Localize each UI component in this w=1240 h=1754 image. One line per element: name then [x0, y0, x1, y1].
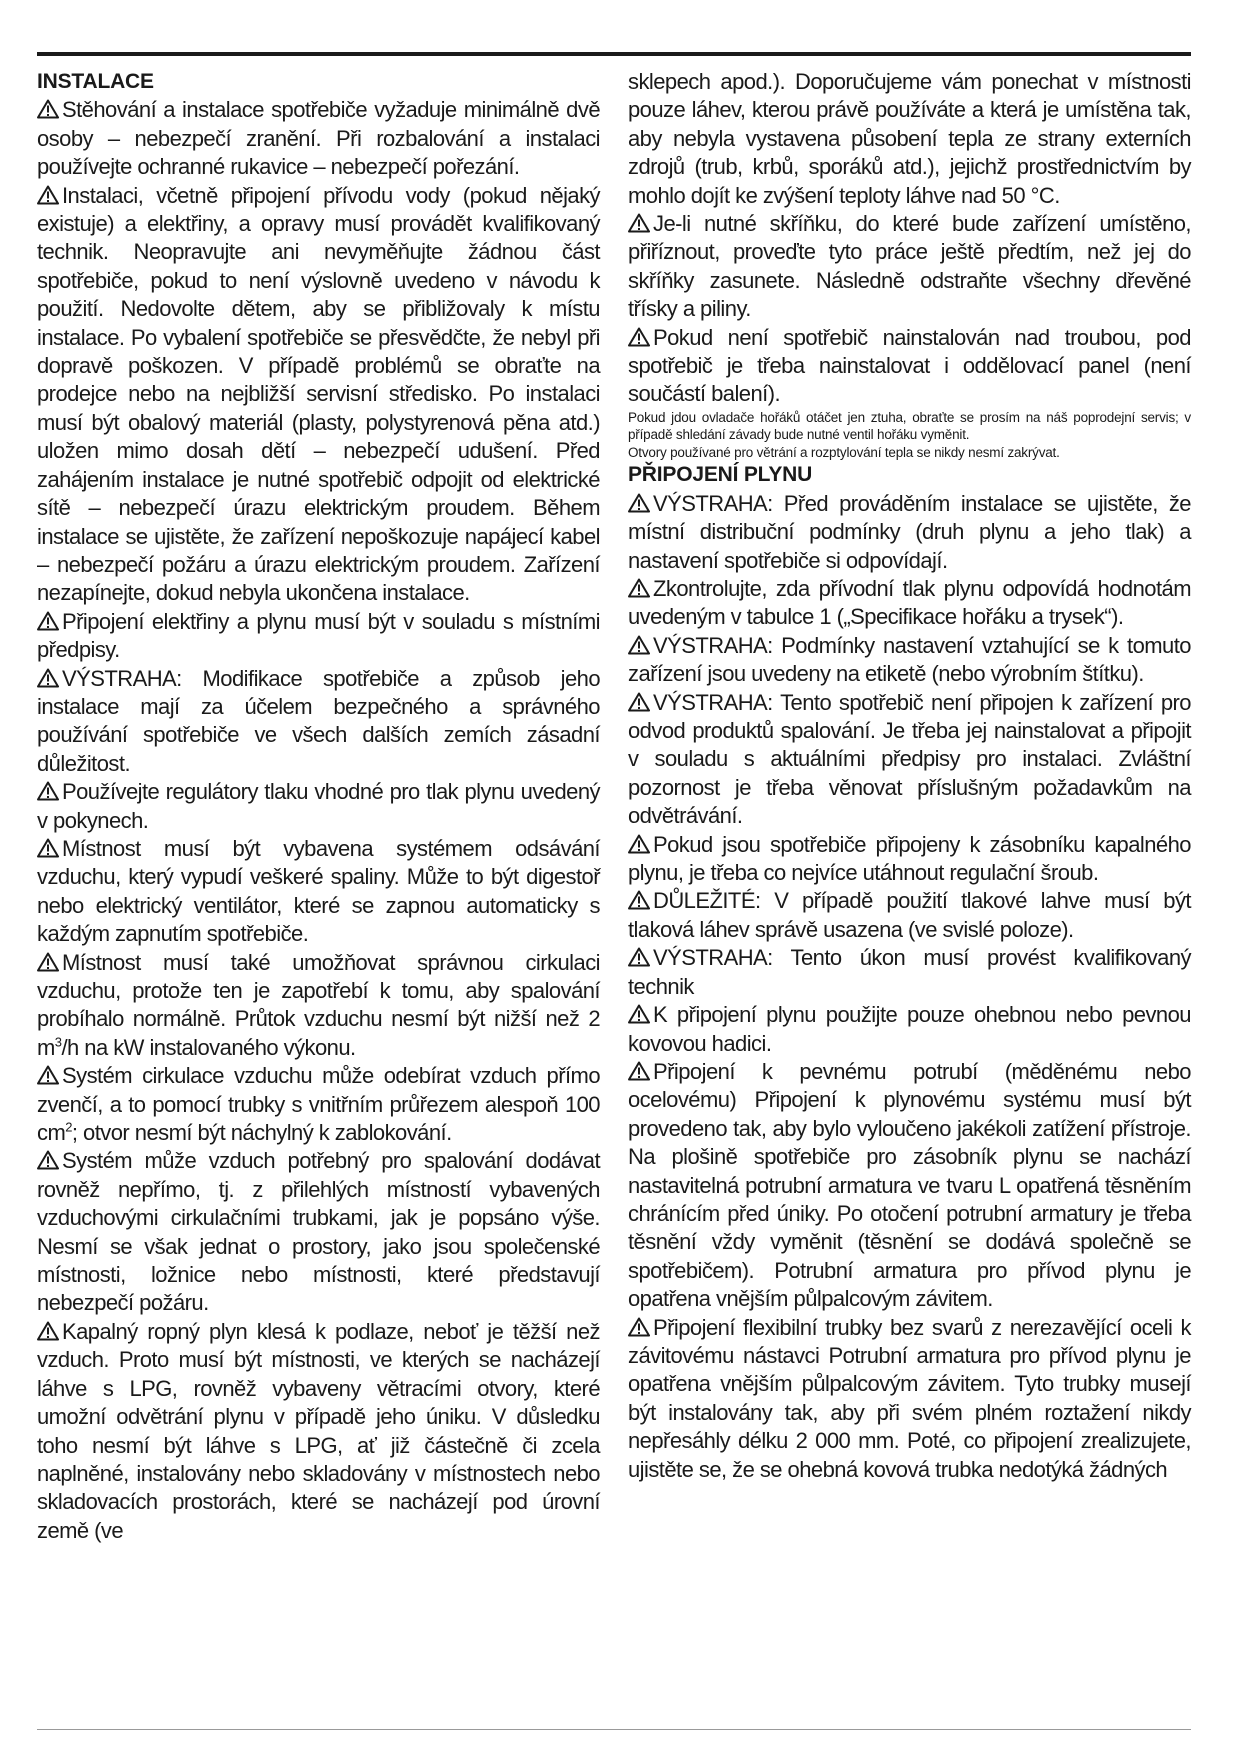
warning-triangle-icon: [628, 634, 650, 654]
warning-triangle-icon: [37, 1149, 59, 1169]
paragraph-text: Je-li nutné skříňku, do které bude zařízení umístěno, přiříznout, proveďte tyto práce ještě předtím, než jej do skříňky zasunete. Následně odstraňte všechny dřevěné třísky a piliny.: [628, 211, 1191, 322]
warning-triangle-icon: [628, 691, 650, 711]
warning-triangle-icon: [37, 184, 59, 204]
warning-triangle-icon: [628, 1060, 650, 1080]
warning-triangle-icon: [37, 667, 59, 687]
paragraph-text: Otvory používané pro větrání a rozptylování tepla se nikdy nesmí zakrývat.: [628, 444, 1060, 460]
warning-triangle-icon: [628, 212, 650, 232]
warning-paragraph: [628, 1058, 1191, 1314]
paragraph-text: Místnost musí také umožňovat správnou cirkulaci vzduchu, protože ten je zapotřebí k tomu, aby spalování probíhalo normálně. Průtok vzduchu nesmí být nižší než 2 m: [37, 949, 600, 1060]
warning-paragraph: [37, 608, 600, 665]
paragraph-text: DŮLEŽITÉ: V případě použití tlakové lahve musí být tlaková láhev správě usazena (ve svislé poloze).: [628, 888, 1191, 942]
warning-paragraph: [37, 1318, 600, 1545]
paragraph-text: Instalaci, včetně připojení přívodu vody (pokud nějaký existuje) a elektřiny, a opravy musí provádět kvalifikovaný technik. Neopravujte ani nevyměňujte žádnou část spotřebiče, pokud to není výslovně uvedeno v návodu k použití. Nedovolte dětem, aby se přibližovaly k místu instalace. Po vybalení spotřebiče se přesvědčte, že nebyl při dopravě poškozen. V případě problémů se obraťte na prodejce nebo na nejbližší servisní středisko. Po instalaci musí být obalový materiál (plasty, polystyrenová pěna atd.) uložen mimo dosah dětí – nebezpečí udušení. Před zahájením instalace je nutné spotřebič odpojit od elektrické sítě – nebezpečí úrazu elektrickým proudem. Během instalace se ujistěte, že zařízení nepoškozuje napájecí kabel – nebezpečí požáru a úrazu elektrickým proudem. Zařízení nezapínejte, dokud nebyla ukončena instalace.: [37, 182, 600, 606]
warning-triangle-icon: [628, 577, 650, 597]
paragraph-text: VÝSTRAHA: Před prováděním instalace se ujistěte, že místní distribuční podmínky (druh plynu a jeho tlak) a nastavení spotřebiče si odpovídají.: [628, 490, 1191, 573]
paragraph: [628, 68, 1191, 210]
section-heading: INSTALACE: [37, 70, 154, 93]
paragraph-text-continued: /h na kW instalovaného výkonu.: [61, 1034, 356, 1060]
paragraph-text: Připojení flexibilní trubky bez svarů z nerezavějící oceli k závitovému nástavci Potrubní armatura pro přívod plynu je opatřena vnějším půlpalcovým závitem. Tyto trubky musejí být instalovány tak, aby při svém plném roztažení nikdy nepřesáhly délku 2 000 mm. Poté, co připojení zrealizujete, ujistěte se, že se ohebná kovová trubka nedotýká žádných: [628, 1314, 1191, 1482]
warning-paragraph: [37, 1062, 600, 1147]
superscript: 2: [65, 1119, 72, 1135]
paragraph-text: Zkontrolujte, zda přívodní tlak plynu odpovídá hodnotám uvedeným v tabulce 1 („Specifikace hořáku a trysek“).: [628, 576, 1191, 630]
warning-paragraph: [628, 490, 1191, 575]
warning-paragraph: [628, 1001, 1191, 1058]
paragraph-text: VÝSTRAHA: Modifikace spotřebiče a způsob jeho instalace mají za účelem bezpečného a správného používání spotřebiče ve všech dalších zemích zásadní důležitost.: [37, 665, 600, 776]
paragraph-text: VÝSTRAHA: Tento spotřebič není připojen k zařízení pro odvod produktů spalování. Je třeba jej nainstalovat a připojit v souladu s aktuálními předpisy pro instalaci. Zvláštní pozornost je třeba věnovat příslušným požadavkům na odvětrávání.: [628, 689, 1191, 829]
warning-triangle-icon: [37, 1064, 59, 1084]
warning-paragraph: [628, 210, 1191, 324]
warning-paragraph: [37, 665, 600, 779]
warning-paragraph: [628, 689, 1191, 831]
paragraph-text: K připojení plynu použijte pouze ohebnou nebo pevnou kovovou hadici.: [628, 1002, 1191, 1056]
note-paragraph: [628, 409, 1191, 444]
warning-triangle-icon: [37, 1320, 59, 1340]
warning-paragraph: [628, 944, 1191, 1001]
warning-triangle-icon: [628, 492, 650, 512]
warning-triangle-icon: [37, 951, 59, 971]
paragraph-text: Pokud není spotřebič nainstalován nad troubou, pod spotřebič je třeba nainstalovat i oddělovací panel (není součástí balení).: [628, 324, 1191, 407]
warning-triangle-icon: [37, 780, 59, 800]
warning-paragraph: [37, 778, 600, 835]
warning-paragraph: [37, 1147, 600, 1317]
warning-triangle-icon: [37, 837, 59, 857]
left-column: [37, 68, 600, 1545]
paragraph-text-continued: ; otvor nesmí být náchylný k zablokování.: [71, 1120, 452, 1146]
paragraph-text: Místnost musí být vybavena systémem odsávání vzduchu, který vypudí veškeré spaliny. Může to být digestoř nebo elektrický ventilátor, které se zapnou automaticky s každým zapnutím spotřebiče.: [37, 835, 600, 947]
warning-paragraph: [37, 949, 600, 1063]
warning-triangle-icon: [628, 1316, 650, 1336]
header-rule: [37, 52, 1191, 56]
warning-triangle-icon: [628, 833, 650, 853]
warning-paragraph: [37, 182, 600, 608]
superscript: 3: [54, 1034, 62, 1050]
paragraph-text: sklepech apod.). Doporučujeme vám ponechat v místnosti pouze láhev, kterou právě používáte a která je umístěna tak, aby nebyla vystavena působení tepla ze strany externích zdrojů (trub, krbů, sporáků atd.), jejichž prostřednictvím by mohlo dojít ke zvýšení teploty láhve nad 50 °C.: [628, 69, 1191, 208]
warning-paragraph: [628, 324, 1191, 409]
warning-paragraph: [628, 1314, 1191, 1484]
paragraph-text: VÝSTRAHA: Podmínky nastavení vztahující se k tomuto zařízení jsou uvedeny na etiketě (nebo výrobním štítku).: [628, 632, 1191, 687]
warning-paragraph: [37, 96, 600, 181]
paragraph-text: Používejte regulátory tlaku vhodné pro tlak plynu uvedený v pokynech.: [37, 779, 600, 833]
paragraph-text: Pokud jsou spotřebiče připojeny k zásobníku kapalného plynu, je třeba co nejvíce utáhnout regulační šroub.: [628, 831, 1191, 886]
warning-triangle-icon: [37, 98, 59, 118]
warning-triangle-icon: [37, 610, 59, 630]
paragraph-text: Pokud jdou ovladače hořáků otáčet jen ztuha, obraťte se prosím na náš poprodejní servis; v případě shledání závady bude nutné ventil hořáku vyměnit.: [628, 409, 1191, 443]
warning-triangle-icon: [628, 946, 650, 966]
warning-triangle-icon: [628, 326, 650, 346]
warning-triangle-icon: [628, 889, 650, 909]
footer-rule: [37, 1729, 1191, 1730]
paragraph-text: Připojení elektřiny a plynu musí být v souladu s místními předpisy.: [37, 608, 600, 663]
paragraph-text: Stěhování a instalace spotřebiče vyžaduje minimálně dvě osoby – nebezpečí zranění. Při rozbalování a instalaci používejte ochranné rukavice – nebezpečí pořezání.: [37, 97, 600, 180]
warning-paragraph: [628, 831, 1191, 888]
paragraph-text: Kapalný ropný plyn klesá k podlaze, neboť je těžší než vzduch. Proto musí být místnosti, ve kterých se nacházejí láhve s LPG, rovněž vybaveny větracími otvory, které umožní odvětrání plynu v případě jeho úniku. V důsledku toho nesmí být láhve s LPG, ať již částečně či zcela naplněné, instalovány nebo skladovány v místnostech nebo skladovacích prostorách, které se nacházejí pod úrovní země (ve: [37, 1318, 600, 1543]
paragraph-text: Systém může vzduch potřebný pro spalování dodávat rovněž nepřímo, tj. z přilehlých místností vybavených vzduchovými cirkulačními trubkami, jak je popsáno výše. Nesmí se však jednat o prostory, jako jsou společenské místnosti, ložnice nebo místnosti, které představují nebezpečí požáru.: [37, 1148, 600, 1316]
right-column: [628, 68, 1191, 1484]
paragraph-text: Systém cirkulace vzduchu může odebírat vzduch přímo zvenčí, a to pomocí trubky s vnitřním průřezem alespoň 100 cm: [37, 1063, 600, 1146]
paragraph-text: VÝSTRAHA: Tento úkon musí provést kvalifikovaný technik: [628, 945, 1191, 999]
note-paragraph: [628, 444, 1191, 462]
section-heading: PŘIPOJENÍ PLYNU: [628, 463, 813, 487]
warning-paragraph: [628, 632, 1191, 689]
warning-triangle-icon: [628, 1003, 650, 1023]
warning-paragraph: [37, 835, 600, 949]
paragraph-text: Připojení k pevnému potrubí (měděnému nebo ocelovému) Připojení k plynovému systému musí být provedeno tak, aby bylo vyloučeno jakékoli zatížení přístroje. Na plošině spotřebiče pro zásobník plynu se nachází nastavitelná potrubní armatura ve tvaru L opatřená těsněním chránícím před úniky. Po otočení potrubní armatury je třeba těsnění vždy vyměnit (těsnění se dodává společně se spotřebičem). Potrubní armatura pro přívod plynu je opatřena vnějším půlpalcovým závitem.: [628, 1058, 1191, 1312]
warning-paragraph: [628, 575, 1191, 632]
warning-paragraph: [628, 887, 1191, 944]
